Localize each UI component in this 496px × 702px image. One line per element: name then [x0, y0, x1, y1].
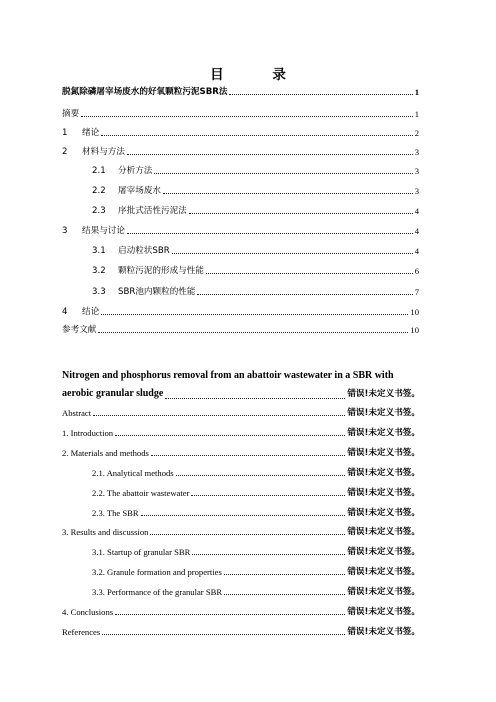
toc-entry-page: 10 — [410, 307, 419, 317]
toc-entry-page: 4 — [414, 246, 419, 256]
toc-entry-page: 2 — [414, 128, 419, 138]
toc-entry-error: 错误!未定义书签。 — [347, 508, 420, 518]
toc-entry-label: Abstract — [62, 408, 92, 418]
leader-dots — [141, 514, 346, 516]
english-title-error: 错误!未定义书签。 — [347, 389, 420, 399]
toc-entry-error: 错误!未定义书签。 — [347, 468, 420, 478]
toc-entry-label: 3.3. Performance of the granular SBR — [92, 587, 223, 597]
toc-entry-error: 错误!未定义书签。 — [347, 527, 420, 537]
toc-entry-error: 错误!未定义书签。 — [347, 547, 420, 557]
leader-dots — [101, 134, 413, 136]
toc-entry-en[interactable] — [62, 448, 420, 458]
toc-entry-page: 10 — [410, 325, 419, 335]
leader-dots — [151, 454, 345, 456]
toc-entry-error: 错误!未定义书签。 — [347, 408, 420, 418]
toc-entry-page: 3 — [414, 147, 419, 157]
leader-dots — [189, 212, 413, 214]
toc-entry-error: 错误!未定义书签。 — [347, 488, 420, 498]
leader-dots — [206, 272, 413, 274]
toc-entry-cn[interactable] — [62, 226, 419, 236]
leader-dots — [127, 232, 413, 234]
leader-dots — [192, 553, 345, 555]
toc-entry-cn[interactable] — [62, 128, 419, 138]
toc-entry-en[interactable] — [62, 627, 420, 637]
toc-entry-label: 摘要 — [62, 109, 80, 119]
toc-entry-cn[interactable] — [92, 206, 419, 216]
toc-entry-label: 2.3. The SBR — [92, 508, 139, 518]
toc-entry-cn[interactable] — [62, 87, 419, 97]
toc-entry-en[interactable] — [62, 607, 420, 617]
english-toc-title-entry[interactable] — [62, 367, 420, 403]
toc-entry-cn[interactable] — [92, 246, 419, 256]
toc-entry-number: 3.3 — [92, 287, 106, 297]
toc-entry-cn[interactable] — [62, 147, 419, 157]
toc-entry-en[interactable] — [62, 428, 420, 438]
toc-entry-number: 3 — [62, 226, 68, 236]
toc-entry-cn[interactable] — [92, 186, 419, 196]
toc-entry-label: 2.1. Analytical methods — [92, 468, 174, 478]
leader-dots — [172, 252, 413, 254]
toc-entry-label: 结果与讨论 — [82, 226, 125, 236]
toc-entry-label: 3.2. Granule formation and properties — [92, 567, 222, 577]
toc-entry-page: 7 — [414, 287, 419, 297]
toc-entry-page: 4 — [414, 206, 419, 216]
toc-entry-cn[interactable] — [92, 166, 419, 176]
toc-entry-number: 3.2 — [92, 266, 106, 276]
leader-dots — [93, 414, 345, 416]
toc-entry-label: 参考文献 — [62, 325, 97, 335]
toc-entry-error: 错误!未定义书签。 — [347, 448, 420, 458]
toc-entry-number: 2.3 — [92, 206, 106, 216]
leader-dots — [163, 192, 413, 194]
toc-entry-error: 错误!未定义书签。 — [347, 607, 420, 617]
leader-dots — [229, 93, 412, 95]
leader-dots — [98, 331, 408, 333]
toc-entry-label: 绪论 — [82, 128, 100, 138]
toc-entry-page: 1 — [414, 87, 419, 97]
toc-entry-label: 结论 — [82, 307, 100, 317]
leader-dots — [102, 633, 345, 635]
toc-entry-label: 2. Materials and methods — [62, 448, 149, 458]
toc-entry-en[interactable] — [62, 527, 420, 537]
toc-entry-label: 材料与方法 — [82, 147, 125, 157]
leader-dots — [176, 474, 346, 476]
toc-entry-number: 1 — [62, 128, 68, 138]
toc-entry-number: 3.1 — [92, 246, 106, 256]
english-title-line1: Nitrogen and phosphorus removal from an abattoir wastewater in a SBR with — [62, 370, 394, 381]
leader-dots — [101, 313, 408, 315]
toc-entry-label: 3. Results and discussion — [62, 527, 149, 537]
toc-entry-page: 1 — [414, 109, 419, 119]
toc-title: 目 录 — [210, 67, 308, 83]
toc-entry-page: 6 — [414, 266, 419, 276]
toc-entry-page: 3 — [414, 186, 419, 196]
toc-entry-label: References — [62, 627, 101, 637]
toc-entry-error: 错误!未定义书签。 — [347, 567, 420, 577]
toc-entry-label: 1. Introduction — [62, 428, 114, 438]
toc-entry-en[interactable] — [92, 488, 420, 498]
toc-entry-cn[interactable] — [62, 109, 419, 119]
toc-entry-label: SBR池内颗粒的性能 — [118, 287, 196, 297]
toc-entry-error: 错误!未定义书签。 — [347, 627, 420, 637]
leader-dots — [150, 533, 345, 535]
leader-dots — [115, 434, 345, 436]
toc-entry-number: 2 — [62, 147, 68, 157]
toc-entry-label: 4. Conclusions — [62, 607, 114, 617]
leader-dots — [127, 153, 413, 155]
toc-entry-cn[interactable] — [92, 266, 419, 276]
toc-entry-label: 序批式活性污泥法 — [118, 206, 187, 216]
toc-entry-en[interactable] — [92, 587, 420, 597]
leader-dots — [191, 494, 345, 496]
toc-entry-cn[interactable] — [62, 325, 419, 335]
toc-entry-label: 颗粒污泥的形成与性能 — [118, 266, 204, 276]
toc-entry-page: 4 — [414, 226, 419, 236]
toc-entry-en[interactable] — [92, 567, 420, 577]
leader-dots — [81, 115, 413, 117]
leader-dots — [224, 573, 346, 575]
toc-entry-label: 屠宰场废水 — [118, 186, 161, 196]
toc-entry-label: 启动粒状SBR — [118, 246, 170, 256]
toc-entry-label: 分析方法 — [118, 166, 153, 176]
leader-dots — [224, 593, 345, 595]
toc-entry-error: 错误!未定义书签。 — [347, 428, 420, 438]
toc-entry-number: 2.1 — [92, 166, 106, 176]
toc-entry-en[interactable] — [92, 468, 420, 478]
toc-entry-label: 2.2. The abattoir wastewater — [92, 488, 190, 498]
toc-entry-en[interactable] — [92, 547, 420, 557]
toc-entry-number: 4 — [62, 307, 68, 317]
toc-entry-page: 3 — [414, 166, 419, 176]
leader-dots — [115, 613, 345, 615]
leader-dots — [154, 172, 412, 174]
leader-dots — [165, 398, 345, 399]
toc-entry-number: 2.2 — [92, 186, 106, 196]
toc-entry-en[interactable] — [62, 408, 420, 418]
leader-dots — [197, 293, 412, 295]
toc-entry-cn[interactable] — [92, 287, 419, 297]
toc-entry-cn[interactable] — [62, 307, 419, 317]
toc-entry-label: 3.1. Startup of granular SBR — [92, 547, 191, 557]
toc-entry-error: 错误!未定义书签。 — [347, 587, 420, 597]
toc-entry-label: 脱氮除磷屠宰场废水的好氧颗粒污泥SBR法 — [62, 87, 228, 97]
english-title-line2: aerobic granular sludge — [62, 388, 164, 399]
toc-entry-en[interactable] — [92, 508, 420, 518]
